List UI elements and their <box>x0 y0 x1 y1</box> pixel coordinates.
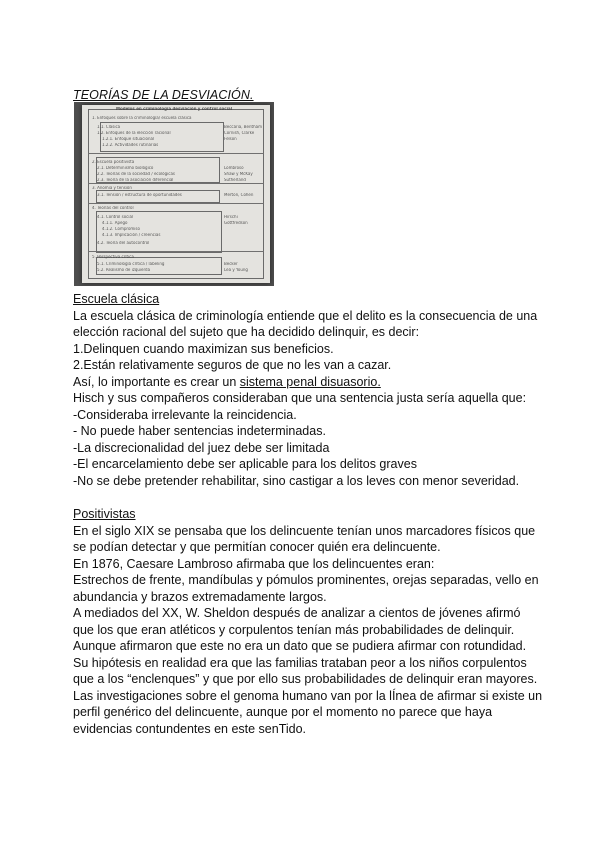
section-heading: Escuela clásica <box>73 292 160 306</box>
scheme-row-label: 4.1.3. Implicación / creencias <box>102 233 161 237</box>
scheme-row-label: 1.2.1. Enfoque situacional <box>102 137 155 141</box>
paragraph-line: Aunque afirmaron que este no era un dato que se pudiera afirmar con rotundidad. <box>73 639 527 653</box>
scheme-row-label: 4.1. Control social <box>97 215 134 219</box>
document-title: TEORÍAS DE LA DESVIACIÓN. <box>73 88 254 102</box>
scheme-row-label: 2. Escuela positivista <box>92 160 135 164</box>
section-positivistas <box>73 506 543 737</box>
section-escuela-clasica <box>73 291 538 489</box>
paragraph-line: La escuela clásica de criminología entiende que el delito es la consecuencia de una <box>73 308 538 323</box>
scheme-row-label: 5. Perspectiva crítica <box>92 255 134 259</box>
scheme-row-author: Cornish, Clarke <box>224 131 255 135</box>
section-heading: Positivistas <box>73 507 136 521</box>
numbered-item: 1.Delinquen cuando maximizan sus beneficios. <box>73 341 334 356</box>
paragraph-line: En 1876, Caesare Lambroso afirmaba que los delincuentes eran: <box>73 556 435 571</box>
scheme-row-label: 4. Teorías del control <box>92 206 134 210</box>
scheme-row-label: 4.2. Teoría del autocontrol <box>97 241 150 245</box>
scheme-row-author: Lea y Young <box>224 268 248 272</box>
scheme-row-label: 2.3. Teoría de la asociación diferencial <box>97 178 174 182</box>
paragraph-line <box>73 374 533 391</box>
scheme-row-label: 4.1.2. Compromiso <box>102 227 140 231</box>
sistema-text: Así, lo importante es crear un <box>73 374 240 389</box>
scheme-row-author: Lombroso <box>224 166 244 170</box>
paragraph-line: En el siglo XIX se pensaba que los delincuente tenían unos marcadores físicos que <box>73 523 536 538</box>
scheme-row-label: 1.2.2. Actividades rutinarias <box>102 143 159 147</box>
scheme-row-author: Beccaria, Bentham <box>224 125 262 129</box>
scheme-row-author: Sutherland <box>224 178 246 182</box>
scheme-divider <box>88 203 264 204</box>
bullet-item: - No puede haber sentencias indeterminadas. <box>73 424 326 438</box>
scheme-row-label: 5.1. Criminología crítica / labeling <box>97 262 165 266</box>
bullet-item: -El encarcelamiento debe ser aplicable para los delitos graves <box>73 457 417 471</box>
scheme-inner-box <box>96 257 222 275</box>
scheme-row-author: Merton, Cohen <box>224 193 254 197</box>
paragraph-line: evidencias contundentes en este senTido. <box>73 721 307 736</box>
scheme-header: Modelos en criminología desviación y control social <box>116 107 233 111</box>
paragraph-line: se podían detectar y que permitían conocer quién era delincuente. <box>73 540 441 554</box>
bullet-item: -No se debe pretender rehabilitar, sino castigar a los leves con menor severidad. <box>73 473 520 488</box>
paragraph-line: que los que eran atléticos y corpulentos tenían más probabilidades de delinquir. <box>73 622 515 637</box>
scheme-row-label: 1. Enfoques sobre la criminología/ escuela clásica <box>92 116 192 120</box>
paragraph-line: Estrechos de frente, mandíbulas y pómulos prominentes, orejas separadas, vello en <box>73 573 539 587</box>
scheme-row-author: Felson <box>224 137 237 141</box>
numbered-item: 2.Están relativamente seguros de que no les van a cazar. <box>73 358 392 372</box>
paragraph-line: Las investigaciones sobre el genoma humano van por la lÍnea de afirmar si existe un <box>73 688 543 703</box>
scheme-row-label: 3.1. Tensión / estructura de oportunidades <box>97 193 182 197</box>
scheme-row-label: 4.1.1. Apego <box>102 221 128 225</box>
paragraph-line: que a los “enclenques” y que por ello sus probabilidades de delinquir eran mayores. <box>73 672 538 686</box>
scheme-row-author: Shaw y McKay <box>224 172 253 176</box>
bullet-item: -La discrecionalidad del juez debe ser limitada <box>73 440 330 455</box>
scheme-row-author: Becker <box>224 262 238 266</box>
scheme-row-label: 1.1. Clásica <box>97 125 121 129</box>
scheme-divider <box>88 183 264 184</box>
bullet-item: -Consideraba irrelevante la reincidencia. <box>73 407 297 422</box>
scheme-row-author: Hirschi <box>224 215 238 219</box>
underlined-phrase: sistema penal disuasorio. <box>239 374 381 389</box>
scheme-photo <box>74 102 274 286</box>
paragraph-line: perfil genérico del delincuente, aunque por el momento no parece que haya <box>73 705 493 719</box>
scheme-paper <box>82 105 270 283</box>
paragraph-line: A mediados del XX, W. Sheldon después de analizar a cientos de jóvenes afirmó <box>73 606 521 620</box>
scheme-row-author: Gottfredson <box>224 221 248 225</box>
paragraph-line: Hisch y sus compañeros consideraban que una sentencia justa sería aquella que: <box>73 391 527 405</box>
scheme-row-label: 5.2. Realismo de izquierda <box>97 268 151 272</box>
paragraph-line: abundancia y brazos extremadamente largos. <box>73 589 327 604</box>
scheme-row-label: 3. Anomia y tensión <box>92 186 132 190</box>
paragraph-line: Su hipótesis en realidad era que las familias trataban peor a los niños corpulentos <box>73 655 527 670</box>
scheme-row-label: 2.1. Determinismo biológico <box>97 166 154 170</box>
scheme-divider <box>88 153 264 154</box>
scheme-row-label: 1.2. Enfoques de la elección racional <box>97 131 171 135</box>
paragraph-line: elección racional del sujeto que ha decidido delinquir, es decir: <box>73 325 420 339</box>
scheme-row-label: 2.2. Teorías de la sociedad / ecológicas <box>97 172 176 176</box>
